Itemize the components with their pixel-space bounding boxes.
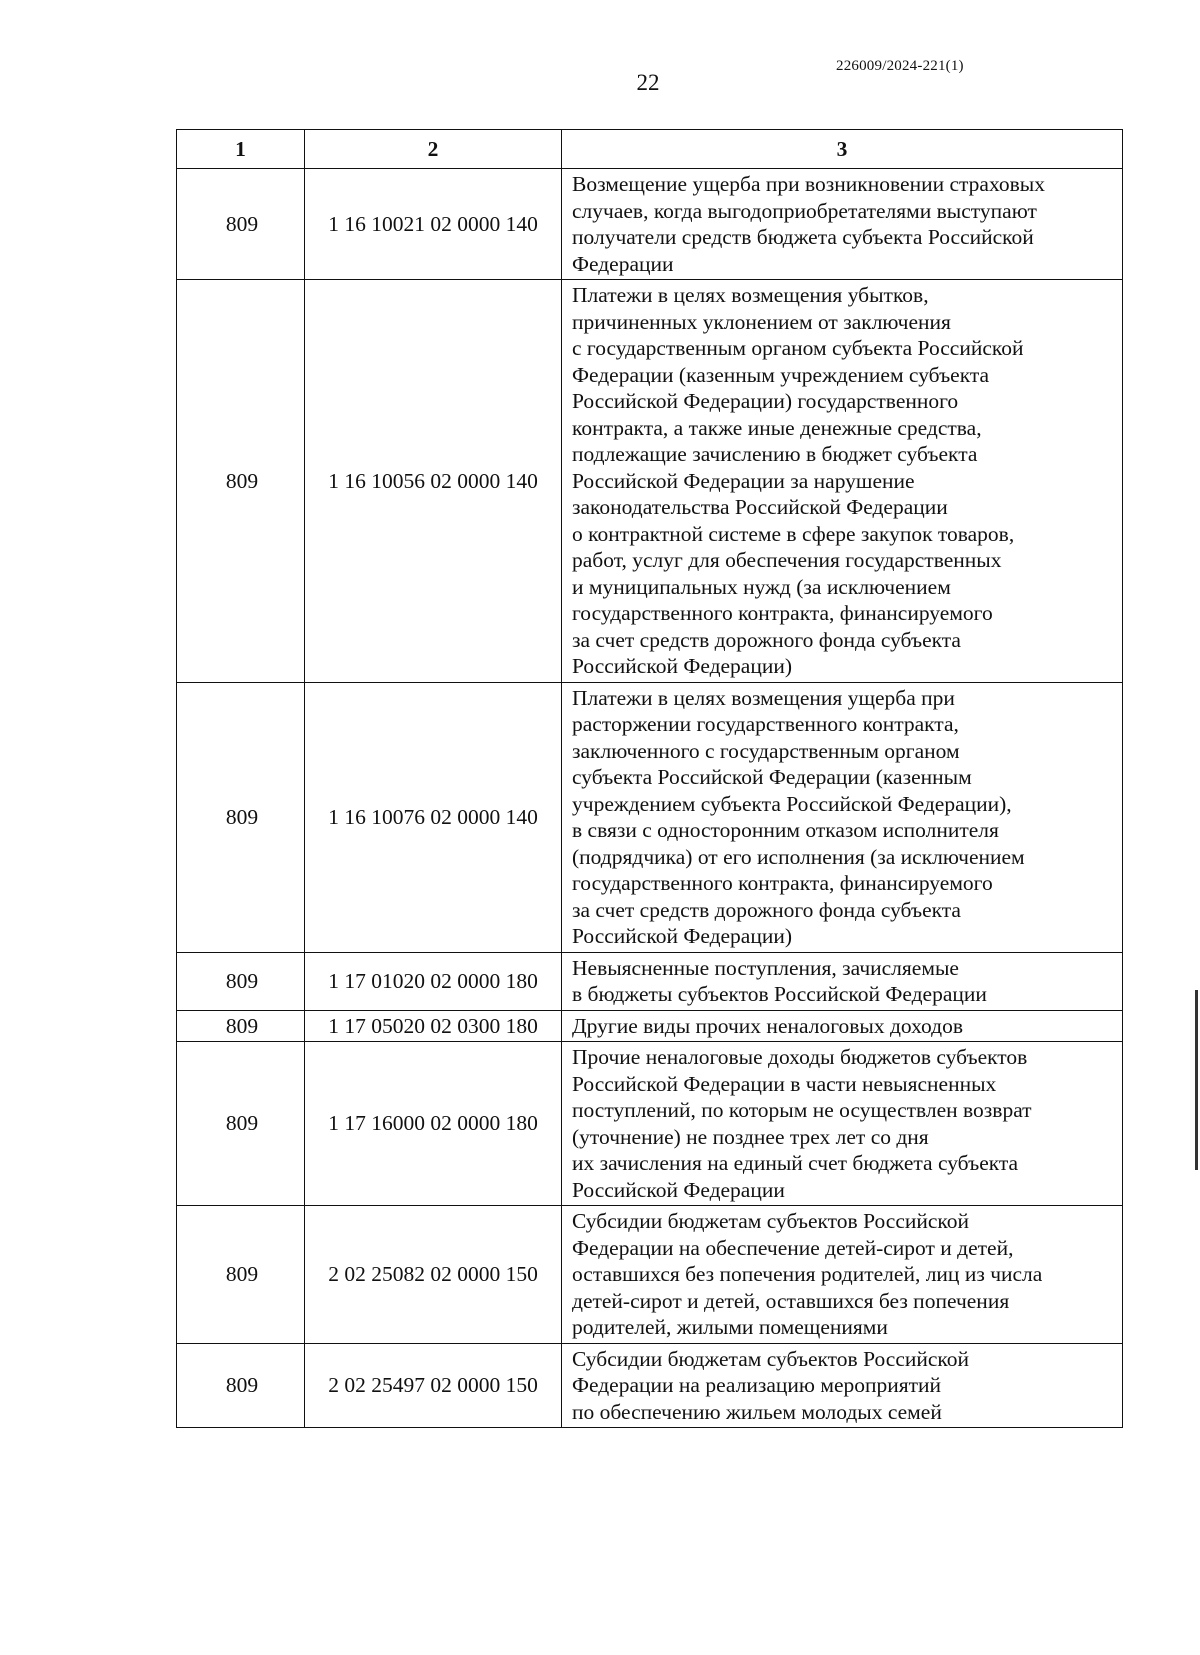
column-header-1: 1: [177, 130, 305, 169]
table-header-row: [177, 130, 1123, 169]
income-name-cell: Возмещение ущерба при возникновении страховых случаев, когда выгодоприобретателями выступают получатели средств бюджета субъекта Российской Федерации: [562, 169, 1123, 280]
table-row: [177, 952, 1123, 1010]
admin-code-cell: 809: [177, 1042, 305, 1206]
income-name-cell: Прочие неналоговые доходы бюджетов субъектов Российской Федерации в части невыясненных поступлений, по которым не осуществлен возврат (уточнение) не позднее трех лет со дня их зачисления на единый счет бюджета субъекта Российской Федерации: [562, 1042, 1123, 1206]
page-number: 22: [636, 70, 660, 95]
admin-code-cell: 809: [177, 169, 305, 280]
table-row: [177, 1042, 1123, 1206]
income-name-cell: Субсидии бюджетам субъектов Российской Федерации на обеспечение детей-сирот и детей, оставшихся без попечения родителей, лиц из числа детей-сирот и детей, оставшихся без попечения родителей, жилыми помещениями: [562, 1206, 1123, 1344]
column-header-3: 3: [562, 130, 1123, 169]
income-name-cell: Субсидии бюджетам субъектов Российской Федерации на реализацию мероприятий по обеспечению жильем молодых семей: [562, 1343, 1123, 1428]
column-header-2: 2: [305, 130, 562, 169]
income-name-cell: Платежи в целях возмещения ущерба при расторжении государственного контракта, заключенного с государственным органом субъекта Российской Федерации (казенным учреждением субъекта Российской Федерации), в связи с односторонним отказом исполнителя (подрядчика) от его исполнения (за исключением государственного контракта, финансируемого за счет средств дорожного фонда субъекта Российской Федерации): [562, 682, 1123, 952]
admin-code-cell: 809: [177, 682, 305, 952]
admin-code-cell: 809: [177, 280, 305, 683]
classification-code-cell: 1 16 10021 02 0000 140: [305, 169, 562, 280]
admin-code-cell: 809: [177, 1010, 305, 1042]
classification-code-cell: 1 16 10056 02 0000 140: [305, 280, 562, 683]
scan-edge-mark: [1195, 990, 1198, 1170]
admin-code-cell: 809: [177, 1206, 305, 1344]
classification-code-cell: 2 02 25497 02 0000 150: [305, 1343, 562, 1428]
classification-code-cell: 1 17 01020 02 0000 180: [305, 952, 562, 1010]
document-id: 226009/2024-221(1): [836, 58, 964, 74]
table-row: [177, 169, 1123, 280]
table-row: [177, 682, 1123, 952]
classification-code-cell: 2 02 25082 02 0000 150: [305, 1206, 562, 1344]
income-name-cell: Другие виды прочих неналоговых доходов: [562, 1010, 1123, 1042]
admin-code-cell: 809: [177, 952, 305, 1010]
income-name-cell: Платежи в целях возмещения убытков, причиненных уклонением от заключения с государственным органом субъекта Российской Федерации (казенным учреждением субъекта Российской Федерации) государственного контракта, а также иные денежные средства, подлежащие зачислению в бюджет субъекта Российской Федерации за нарушение законодательства Российской Федерации о контрактной системе в сфере закупок товаров, работ, услуг для обеспечения государственных и муниципальных нужд (за исключением государственного контракта, финансируемого за счет средств дорожного фонда субъекта Российской Федерации): [562, 280, 1123, 683]
table-row: [177, 1206, 1123, 1344]
table-row: [177, 280, 1123, 683]
table-row: [177, 1343, 1123, 1428]
budget-classification-table: [176, 129, 1123, 1428]
income-name-cell: Невыясненные поступления, зачисляемые в бюджеты субъектов Российской Федерации: [562, 952, 1123, 1010]
classification-code-cell: 1 17 05020 02 0300 180: [305, 1010, 562, 1042]
classification-code-cell: 1 16 10076 02 0000 140: [305, 682, 562, 952]
admin-code-cell: 809: [177, 1343, 305, 1428]
classification-code-cell: 1 17 16000 02 0000 180: [305, 1042, 562, 1206]
table-row: [177, 1010, 1123, 1042]
